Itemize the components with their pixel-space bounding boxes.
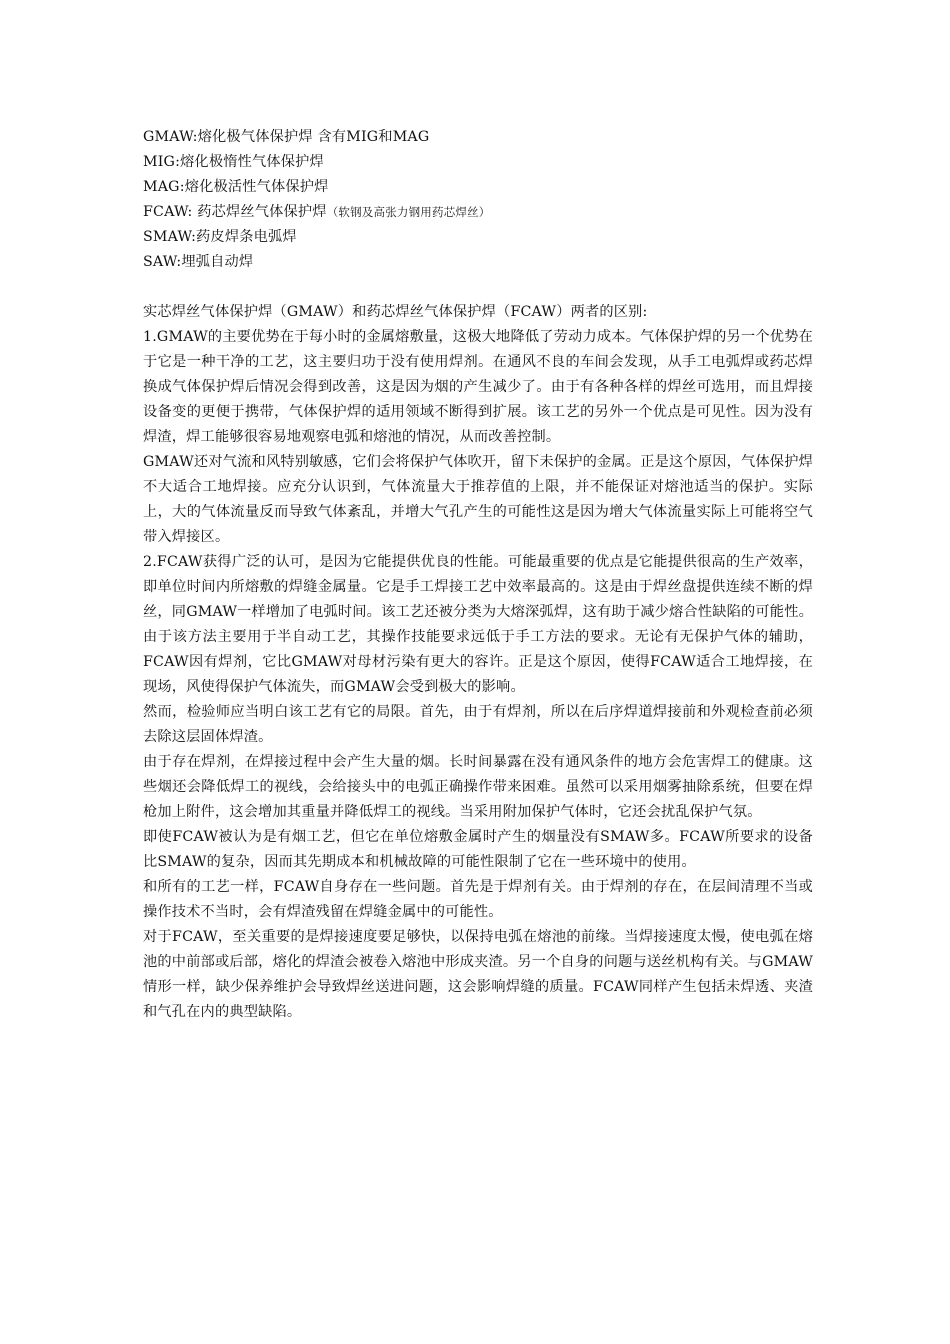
paragraph-fcaw-advantages: 2.FCAW获得广泛的认可，是因为它能提供优良的性能。可能最重要的优点是它能提供很高的生产效率，即单位时间内所熔敷的焊缝金属量。它是手工焊接工艺中效率最高的。这是由于焊丝盘提供连续不断的焊丝，同GMAW一样增加了电弧时间。该工艺还被分类为大熔深弧焊，这有助于减少熔合性缺陷的可能性。由于该方法主要用于半自动工艺，其操作技能要求远低于手工方法的要求。无论有无保护气体的辅助，FCAW因有焊剂，它比GMAW对母材污染有更大的容许。正是这个原因，使得FCAW适合工地焊接，在现场，风使得保护气体流失，而GMAW会受到极大的影响。: [143, 554, 813, 695]
definition-text: FCAW: 药芯焊丝气体保护焊: [143, 204, 327, 220]
paragraph-gmaw-advantages: 1.GMAW的主要优势在于每小时的金属熔敷量，这极大地降低了劳动力成本。气体保护焊的另一个优势在于它是一种干净的工艺，这主要归功于没有使用焊剂。在通风不良的车间会发现，从手工电弧焊或药芯焊换成气体保护焊后情况会得到改善，这是因为烟的产生减少了。由于有各种各样的焊丝可选用，而且焊接设备变的更便于携带，气体保护焊的适用领域不断得到扩展。该工艺的另外一个优点是可见性。因为没有焊渣，焊工能够很容易地观察电弧和熔池的情况，从而改善控制。: [143, 329, 813, 445]
definition-fcaw: [143, 200, 813, 225]
definition-text: SMAW:药皮焊条电弧焊: [143, 229, 297, 245]
spacer: [143, 275, 813, 300]
definition-text: SAW:埋弧自动焊: [143, 254, 254, 270]
paragraph-gmaw-wind: GMAW还对气流和风特别敏感，它们会将保护气体吹开，留下未保护的金属。正是这个原因，气体保护焊不大适合工地焊接。应充分认识到，气体流量大于推荐值的上限，并不能保证对熔池适当的保护。实际上，大的气体流量反而导致气体紊乱，并增大气孔产生的可能性这是因为增大气体流量实际上可能将空气带入焊接区。: [143, 454, 813, 545]
paragraph-fcaw-problems: 和所有的工艺一样，FCAW自身存在一些问题。首先是于焊剂有关。由于焊剂的存在，在层间清理不当或操作技术不当时，会有焊渣残留在焊缝金属中的可能性。: [143, 879, 813, 920]
definition-text: MAG:熔化极活性气体保护焊: [143, 179, 329, 195]
definition-smaw: [143, 225, 813, 250]
paragraph-fcaw-limits: 然而，检验师应当明白该工艺有它的局限。首先，由于有焊剂，所以在后序焊道焊接前和外观检查前必须去除这层固体焊渣。: [143, 704, 813, 745]
definition-mig: [143, 150, 813, 175]
definition-text: MIG:熔化极惰性气体保护焊: [143, 154, 324, 170]
definition-text: GMAW:熔化极气体保护焊 含有MIG和MAG: [143, 129, 430, 145]
paragraph-fcaw-vs-smaw: 即使FCAW被认为是有烟工艺，但它在单位熔敷金属时产生的烟量没有SMAW多。FCAW所要求的设备比SMAW的复杂，因而其先期成本和机械故障的可能性限制了它在一些环境中的使用。: [143, 829, 813, 870]
definition-saw: [143, 250, 813, 275]
definition-mag: [143, 175, 813, 200]
definition-gmaw: [143, 125, 813, 150]
definition-note: （软钢及高张力钢用药芯焊丝）: [326, 205, 491, 219]
section-title: 实芯焊丝气体保护焊（GMAW）和药芯焊丝气体保护焊（FCAW）两者的区别:: [143, 304, 648, 320]
paragraph-fcaw-smoke: 由于存在焊剂，在焊接过程中会产生大量的烟。长时间暴露在没有通风条件的地方会危害焊工的健康。这些烟还会降低焊工的视线，会给接头中的电弧正确操作带来困难。虽然可以采用烟雾抽除系统，但要在焊枪加上附件，这会增加其重量并降低焊工的视线。当采用附加保护气体时，它还会扰乱保护气氛。: [143, 754, 813, 820]
paragraph-fcaw-speed: 对于FCAW，至关重要的是焊接速度要足够快，以保持电弧在熔池的前缘。当焊接速度太慢，使电弧在熔池的中前部或后部，熔化的焊渣会被卷入熔池中形成夹渣。另一个自身的问题与送丝机构有关。与GMAW情形一样，缺少保养维护会导致焊丝送进问题，这会影响焊缝的质量。FCAW同样产生包括未焊透、夹渣和气孔在内的典型缺陷。: [143, 929, 813, 1020]
document-page: [143, 125, 813, 1025]
